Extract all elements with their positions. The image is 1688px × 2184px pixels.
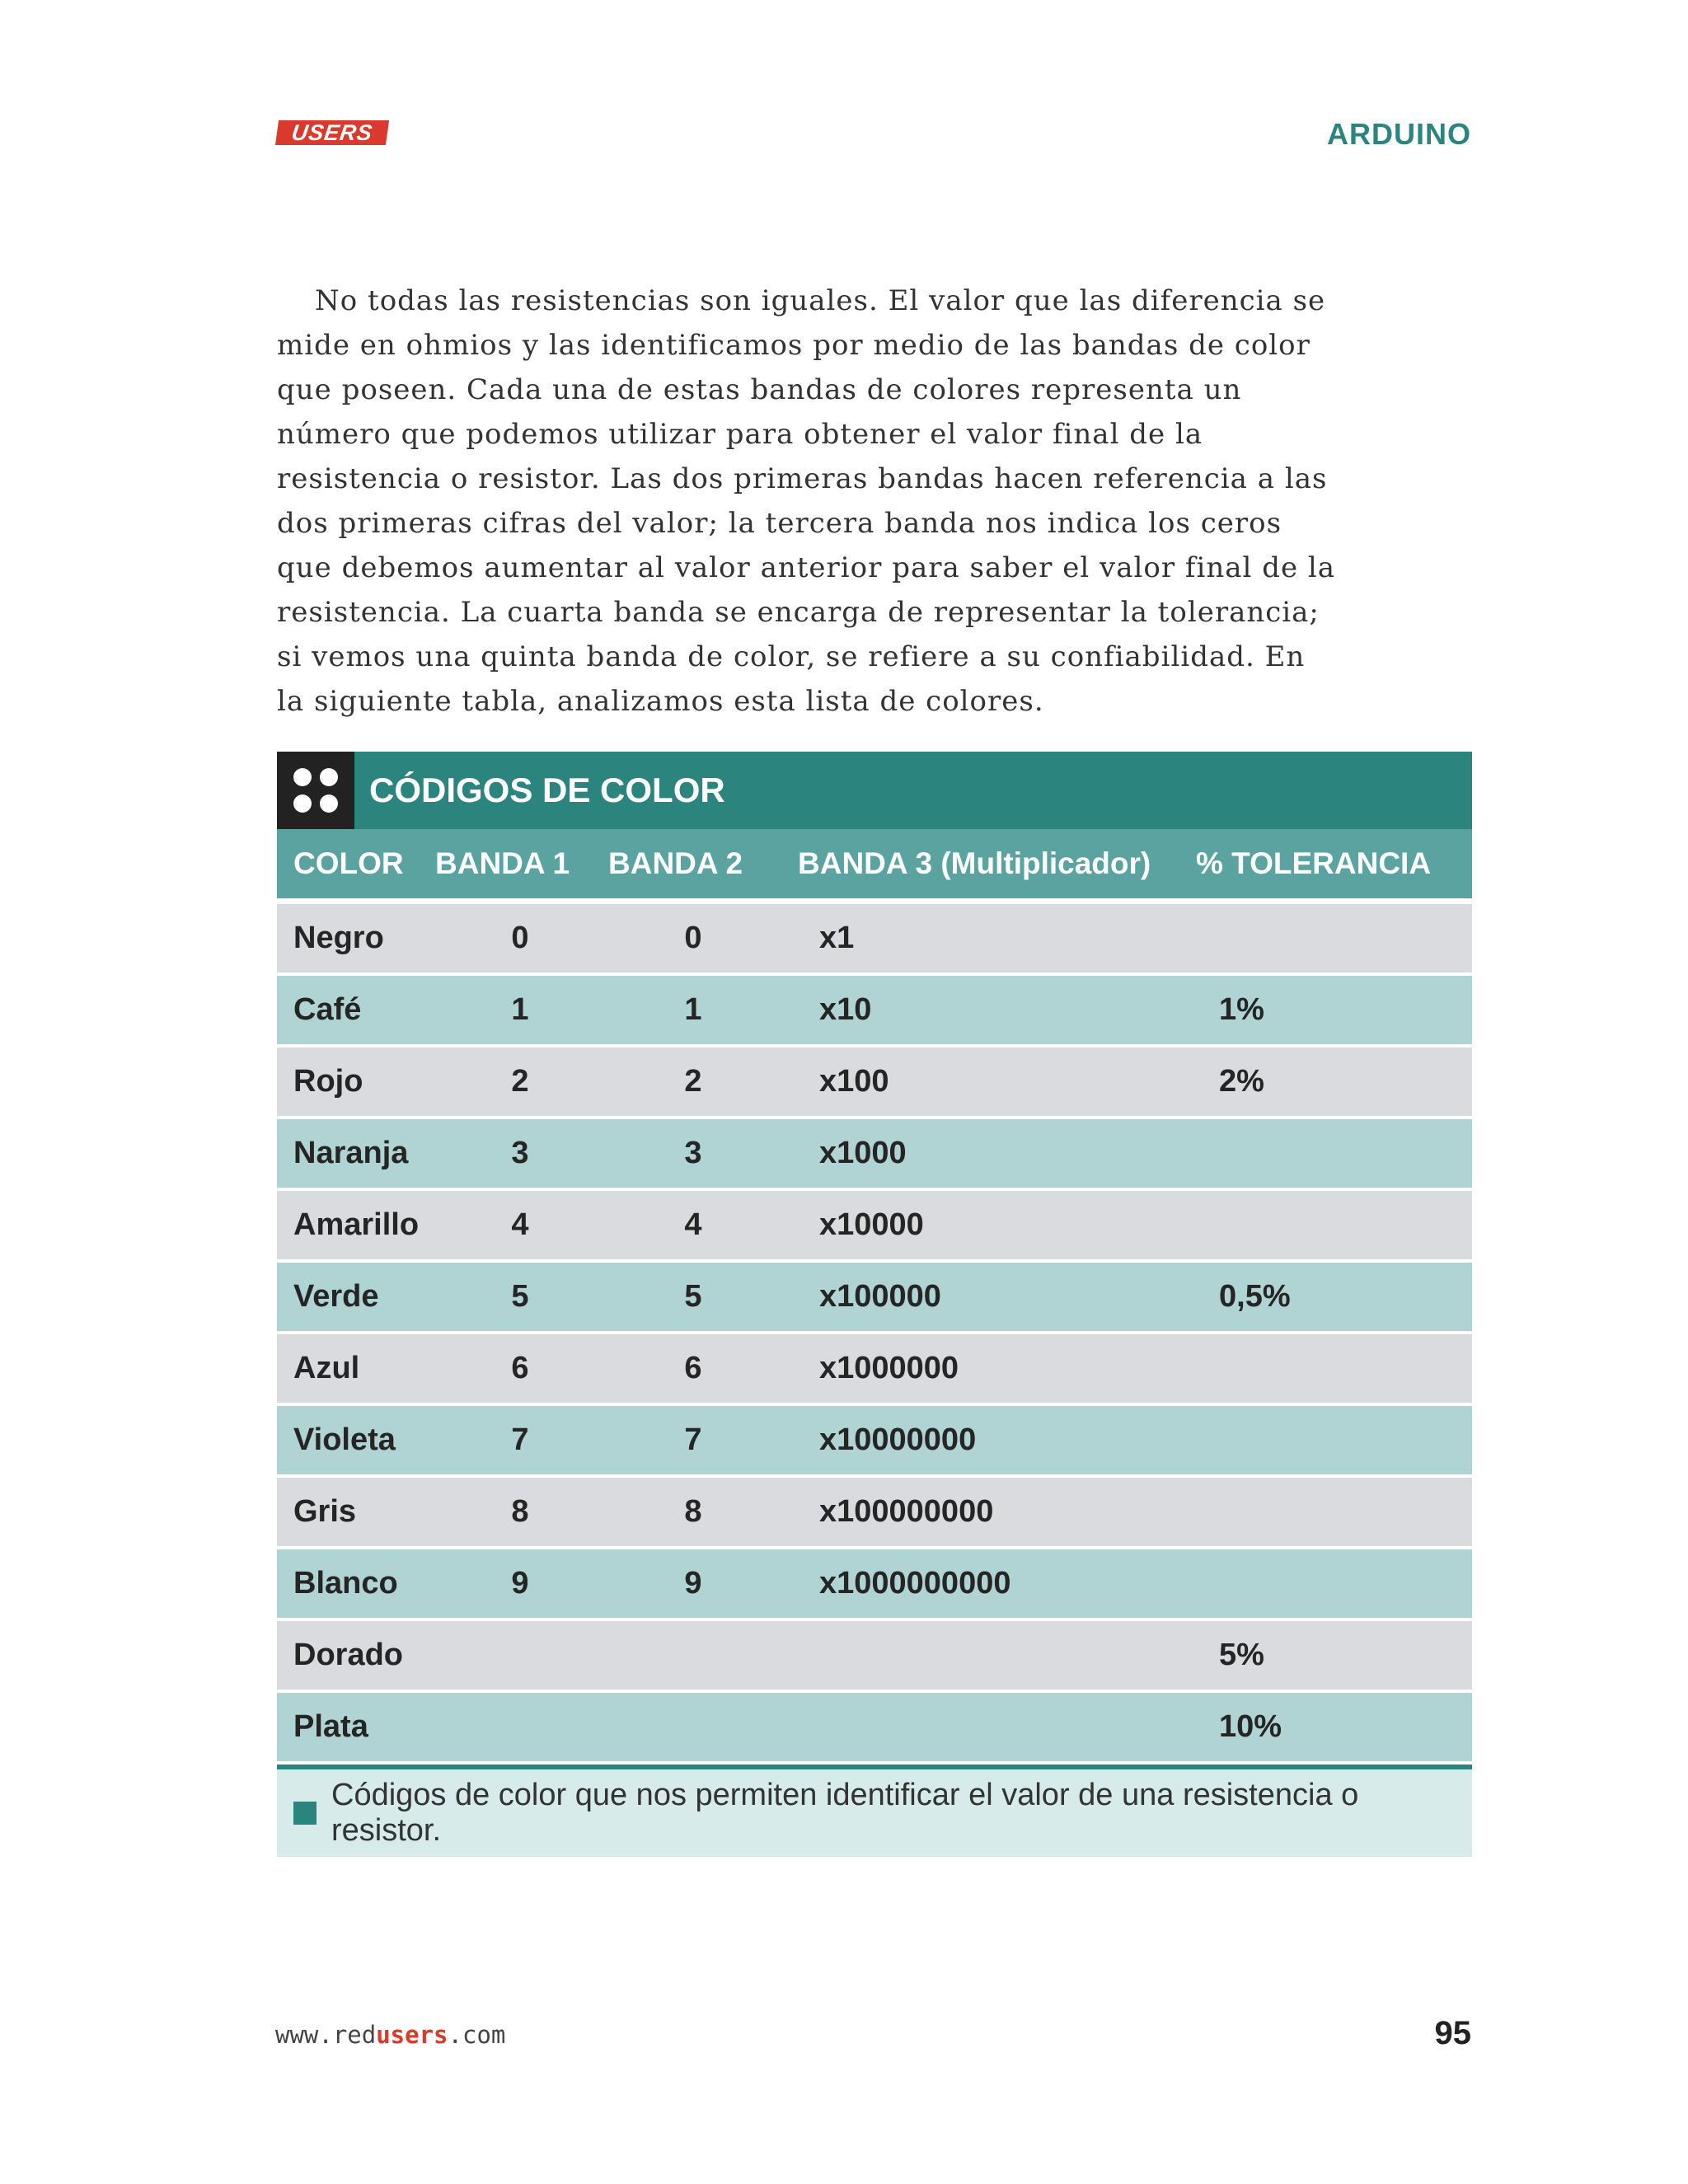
section-title: ARDUINO [1327,117,1471,151]
header-tolerancia: % TOLERANCIA [1179,829,1472,902]
cell-banda-1: 1 [434,974,607,1046]
table-title: CÓDIGOS DE COLOR [369,771,725,809]
cell-banda-3: x100000000 [780,1476,1179,1548]
cell-tolerancia: 5% [1179,1619,1472,1691]
cell-banda-1: 0 [434,902,607,975]
cell-color: Dorado [277,1619,434,1691]
table-body [277,902,1472,1764]
cell-banda-3: x1000 [780,1118,1179,1189]
cell-color: Amarillo [277,1189,434,1261]
table-row [277,1333,1472,1404]
table-title-bar [277,752,1472,829]
cell-banda-3: x100000 [780,1261,1179,1333]
cell-tolerancia: 2% [1179,1046,1472,1118]
cell-tolerancia: 1% [1179,974,1472,1046]
cell-tolerancia [1179,1189,1472,1261]
table-row [277,1476,1472,1548]
footer-url-prefix: www.red [275,2021,377,2049]
cell-banda-1: 3 [434,1118,607,1189]
header-banda-2: BANDA 2 [607,829,780,902]
cell-tolerancia [1179,902,1472,975]
body-paragraph: No todas las resistencias son iguales. El valor que las diferencia se mide en ohmios y las identificamos por medio de las bandas de color que poseen. Cada una de estas bandas de colores representa un número que podemos utilizar para obtener el valor final de la resistencia o resistor. Las dos primeras bandas hacen referencia a las dos primeras cifras del valor; la tercera banda nos indica los ceros que debemos aumentar al valor anterior para saber el valor final de la resistencia. La cuarta banda se encarga de representar la tolerancia; si vemos una quinta banda de color, se refiere a su confiabilidad. En la siguiente tabla, analizamos esta lista de colores. [277,284,1336,718]
cell-color: Verde [277,1261,434,1333]
header-color: COLOR [277,829,434,902]
cell-tolerancia: 0,5% [1179,1261,1472,1333]
cell-color: Azul [277,1333,434,1404]
cell-banda-3: x1000000 [780,1333,1179,1404]
table-row [277,1404,1472,1476]
table-row [277,902,1472,975]
table-caption [277,1765,1472,1857]
cell-color: Naranja [277,1118,434,1189]
cell-banda-2: 4 [607,1189,780,1261]
page-number: 95 [1434,2015,1471,2051]
users-logo: USERS [275,120,389,145]
cell-banda-3: x1 [780,902,1179,975]
cell-color: Blanco [277,1548,434,1619]
cell-banda-3: x10000 [780,1189,1179,1261]
cell-banda-2 [607,1619,780,1691]
cell-banda-1: 8 [434,1476,607,1548]
color-code-table-box [277,752,1472,1857]
cell-color: Plata [277,1691,434,1763]
cell-banda-1: 9 [434,1548,607,1619]
cell-banda-1 [434,1691,607,1763]
cell-banda-3: x100 [780,1046,1179,1118]
table-row [277,974,1472,1046]
cell-banda-2: 1 [607,974,780,1046]
table-row [277,1619,1472,1691]
footer-url[interactable] [275,2021,505,2049]
cell-tolerancia [1179,1118,1472,1189]
cell-banda-1: 4 [434,1189,607,1261]
cell-banda-1: 2 [434,1046,607,1118]
cell-banda-1: 6 [434,1333,607,1404]
caption-bullet-icon [293,1802,316,1825]
cell-color: Rojo [277,1046,434,1118]
cell-banda-2: 7 [607,1404,780,1476]
cell-banda-1: 7 [434,1404,607,1476]
cell-color: Violeta [277,1404,434,1476]
table-row [277,1691,1472,1763]
cell-tolerancia [1179,1548,1472,1619]
cell-banda-2: 3 [607,1118,780,1189]
cell-tolerancia [1179,1476,1472,1548]
cell-banda-3 [780,1619,1179,1691]
cell-banda-3: x10 [780,974,1179,1046]
cell-banda-2: 5 [607,1261,780,1333]
cell-color: Negro [277,902,434,975]
footer-url-accent: users [376,2021,448,2049]
table-row [277,1046,1472,1118]
cell-tolerancia [1179,1404,1472,1476]
cell-color: Café [277,974,434,1046]
table-header-row [277,829,1472,902]
cell-color: Gris [277,1476,434,1548]
cell-banda-3: x10000000 [780,1404,1179,1476]
table-row [277,1261,1472,1333]
cell-banda-2: 2 [607,1046,780,1118]
cell-banda-3 [780,1691,1179,1763]
cell-banda-2: 6 [607,1333,780,1404]
footer-url-suffix: .com [448,2021,506,2049]
cell-tolerancia: 10% [1179,1691,1472,1763]
header-banda-1: BANDA 1 [434,829,607,902]
cell-banda-1: 5 [434,1261,607,1333]
cell-banda-1 [434,1619,607,1691]
cell-banda-2 [607,1691,780,1763]
cell-banda-2: 8 [607,1476,780,1548]
table-row [277,1118,1472,1189]
color-code-table [277,829,1472,1765]
cell-tolerancia [1179,1333,1472,1404]
cell-banda-2: 0 [607,902,780,975]
four-dots-icon [277,752,354,829]
cell-banda-2: 9 [607,1548,780,1619]
caption-text: Códigos de color que nos permiten identificar el valor de una resistencia o resistor. [331,1778,1359,1848]
header-banda-3: BANDA 3 (Multiplicador) [780,829,1179,902]
table-row [277,1189,1472,1261]
table-row [277,1548,1472,1619]
cell-banda-3: x1000000000 [780,1548,1179,1619]
